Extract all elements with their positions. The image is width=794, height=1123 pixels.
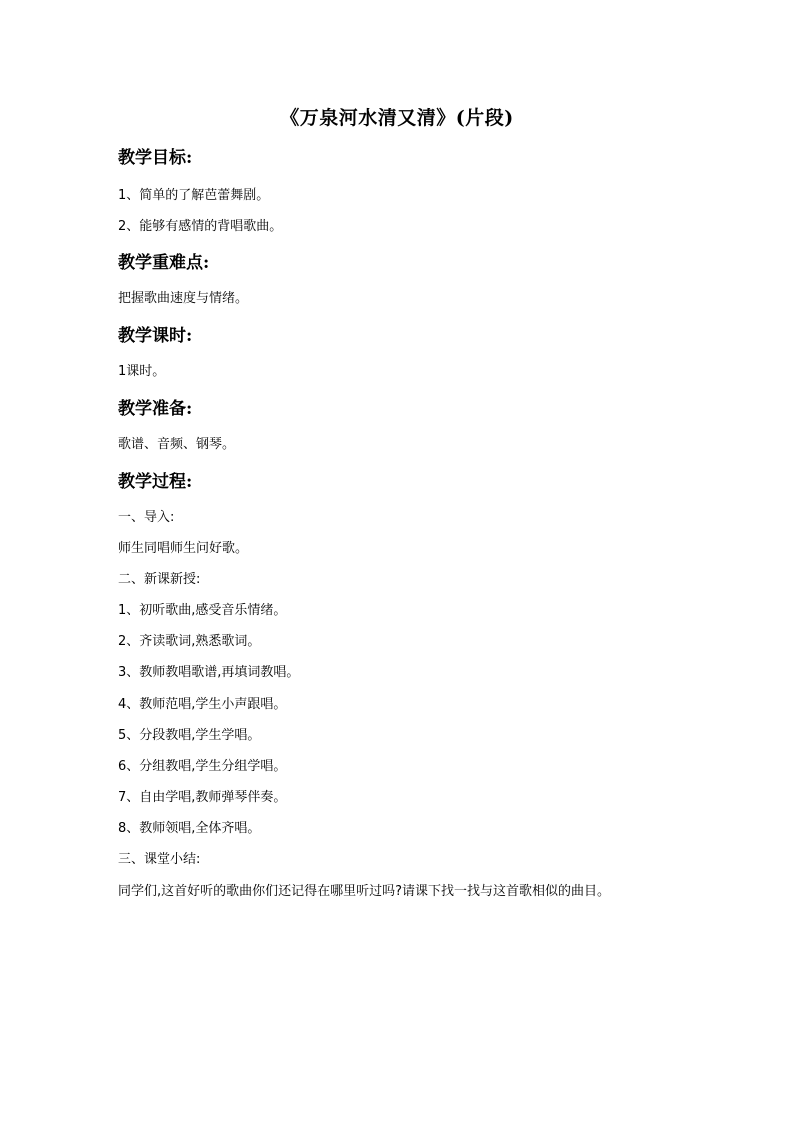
section2-item-4: 4、教师范唱,学生小声跟唱。: [118, 697, 287, 712]
section2-item-1: 1、初听歌曲,感受音乐情绪。: [118, 603, 287, 618]
key-points-heading: 教学重难点:: [118, 253, 210, 273]
duration-text: 1课时。: [118, 364, 166, 379]
section3-text: 同学们,这首好听的歌曲你们还记得在哪里听过吗?请课下找一找与这首歌相似的曲目。: [118, 884, 611, 899]
section2-item-6: 6、分组教唱,学生分组学唱。: [118, 759, 287, 774]
objective-item-1: 1、简单的了解芭蕾舞剧。: [118, 188, 270, 203]
preparation-heading: 教学准备:: [118, 399, 193, 419]
preparation-text: 歌谱、音频、钢琴。: [118, 437, 236, 452]
section2-item-2: 2、齐读歌词,熟悉歌词。: [118, 634, 261, 649]
objectives-heading: 教学目标:: [118, 148, 193, 168]
section2-heading: 二、新课新授:: [118, 572, 201, 587]
section2-item-5: 5、分段教唱,学生学唱。: [118, 728, 261, 743]
section3-heading: 三、课堂小结:: [118, 852, 201, 867]
section2-item-8: 8、教师领唱,全体齐唱。: [118, 821, 261, 836]
document-title: 《万泉河水清又清》(片段): [280, 107, 514, 129]
objective-item-2: 2、能够有感情的背唱歌曲。: [118, 219, 283, 234]
section2-item-7: 7、自由学唱,教师弹琴伴奏。: [118, 790, 287, 805]
process-heading: 教学过程:: [118, 472, 193, 492]
key-points-text: 把握歌曲速度与情绪。: [118, 291, 249, 306]
section2-item-3: 3、教师教唱歌谱,再填词教唱。: [118, 665, 300, 680]
section1-heading: 一、导入:: [118, 510, 175, 525]
section1-text: 师生同唱师生问好歌。: [118, 541, 249, 556]
duration-heading: 教学课时:: [118, 326, 193, 346]
